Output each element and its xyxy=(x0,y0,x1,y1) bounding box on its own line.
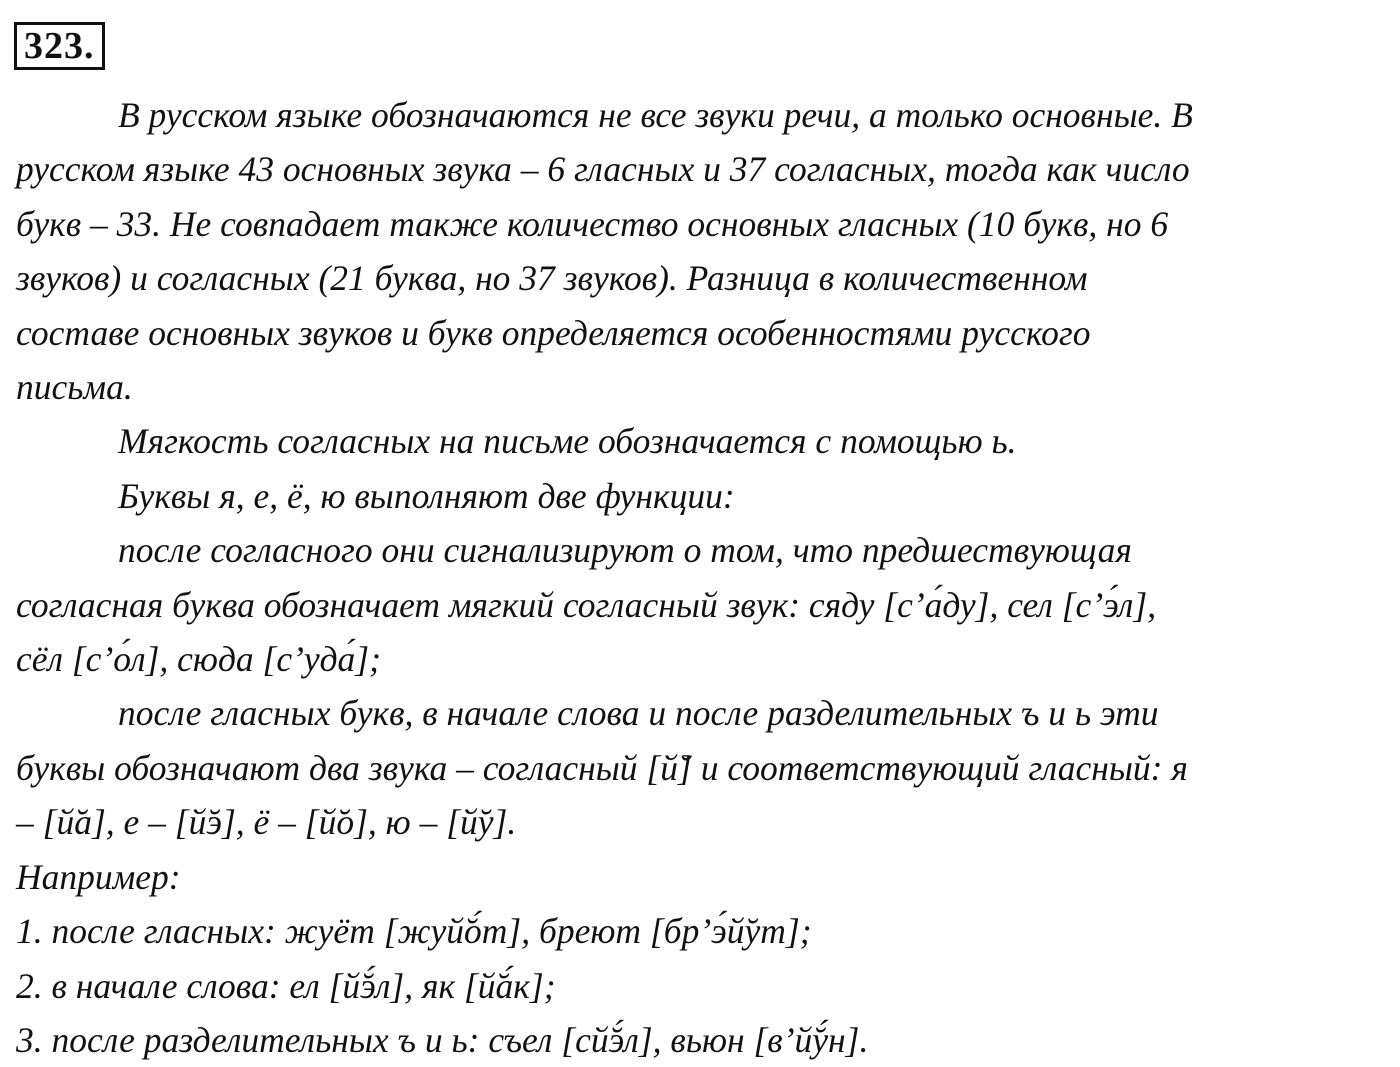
examples-heading xyxy=(16,850,1382,904)
example-item-1 xyxy=(16,904,1382,958)
example-item-3 xyxy=(16,1013,1382,1067)
text-line: 2. в начале слова: ел [й̆э́л], як [й̆а́к]; xyxy=(16,965,556,1006)
text-line: сёл [с’о́л], сюда [с’уда́]; xyxy=(16,639,381,680)
text-line: после согласного они сигнализируют о том, что предшествующая xyxy=(118,530,1132,571)
paragraph-function-one xyxy=(16,523,1382,686)
text-line: Буквы я, е, ё, ю выполняют две функции: xyxy=(118,475,735,516)
exercise-text xyxy=(16,88,1382,1067)
text-line: звуков) и согласных (21 буква, но 37 звуков). Разница в количественном xyxy=(16,258,1088,299)
paragraph-function-two xyxy=(16,686,1382,849)
text-line: В русском языке обозначаются не все звуки речи, а только основные. В xyxy=(118,95,1193,135)
text-line: – [й̆а], е – [й̆э], ё – [й̆о], ю – [й̆у]. xyxy=(16,802,517,843)
text-line: 3. после разделительных ъ и ь: съел [сй̆э́л], вьюн [в’й̆у́н]. xyxy=(16,1019,869,1060)
paragraph-functions xyxy=(16,469,1382,523)
exercise-number-box: 323. xyxy=(14,22,105,70)
text-line: 1. после гласных: жуёт [жуй̆о́т], бреют [бр’э́й̆ут]; xyxy=(16,911,812,952)
text-line: после гласных букв, в начале слова и после разделительных ъ и ь эти xyxy=(118,693,1159,734)
text-line: буквы обозначают два звука – согласный [й̆] и соответствующий гласный: я xyxy=(16,747,1188,788)
text-line: Например: xyxy=(16,856,181,897)
example-item-2 xyxy=(16,959,1382,1013)
paragraph-intro xyxy=(16,88,1382,414)
text-line: букв – 33. Не совпадает также количество основных гласных (10 букв, но 6 xyxy=(16,203,1169,244)
text-line: Мягкость согласных на письме обозначается с помощью ь. xyxy=(118,421,1017,462)
text-line: составе основных звуков и букв определяется особенностями русского xyxy=(16,312,1091,353)
text-line: согласная буква обозначает мягкий согласный звук: сяду [с’а́ду], сел [с’э́л], xyxy=(16,584,1157,625)
paragraph-softness xyxy=(16,414,1382,468)
text-line: письма. xyxy=(16,367,133,408)
text-line: русском языке 43 основных звука – 6 гласных и 37 согласных, тогда как число xyxy=(16,149,1190,190)
